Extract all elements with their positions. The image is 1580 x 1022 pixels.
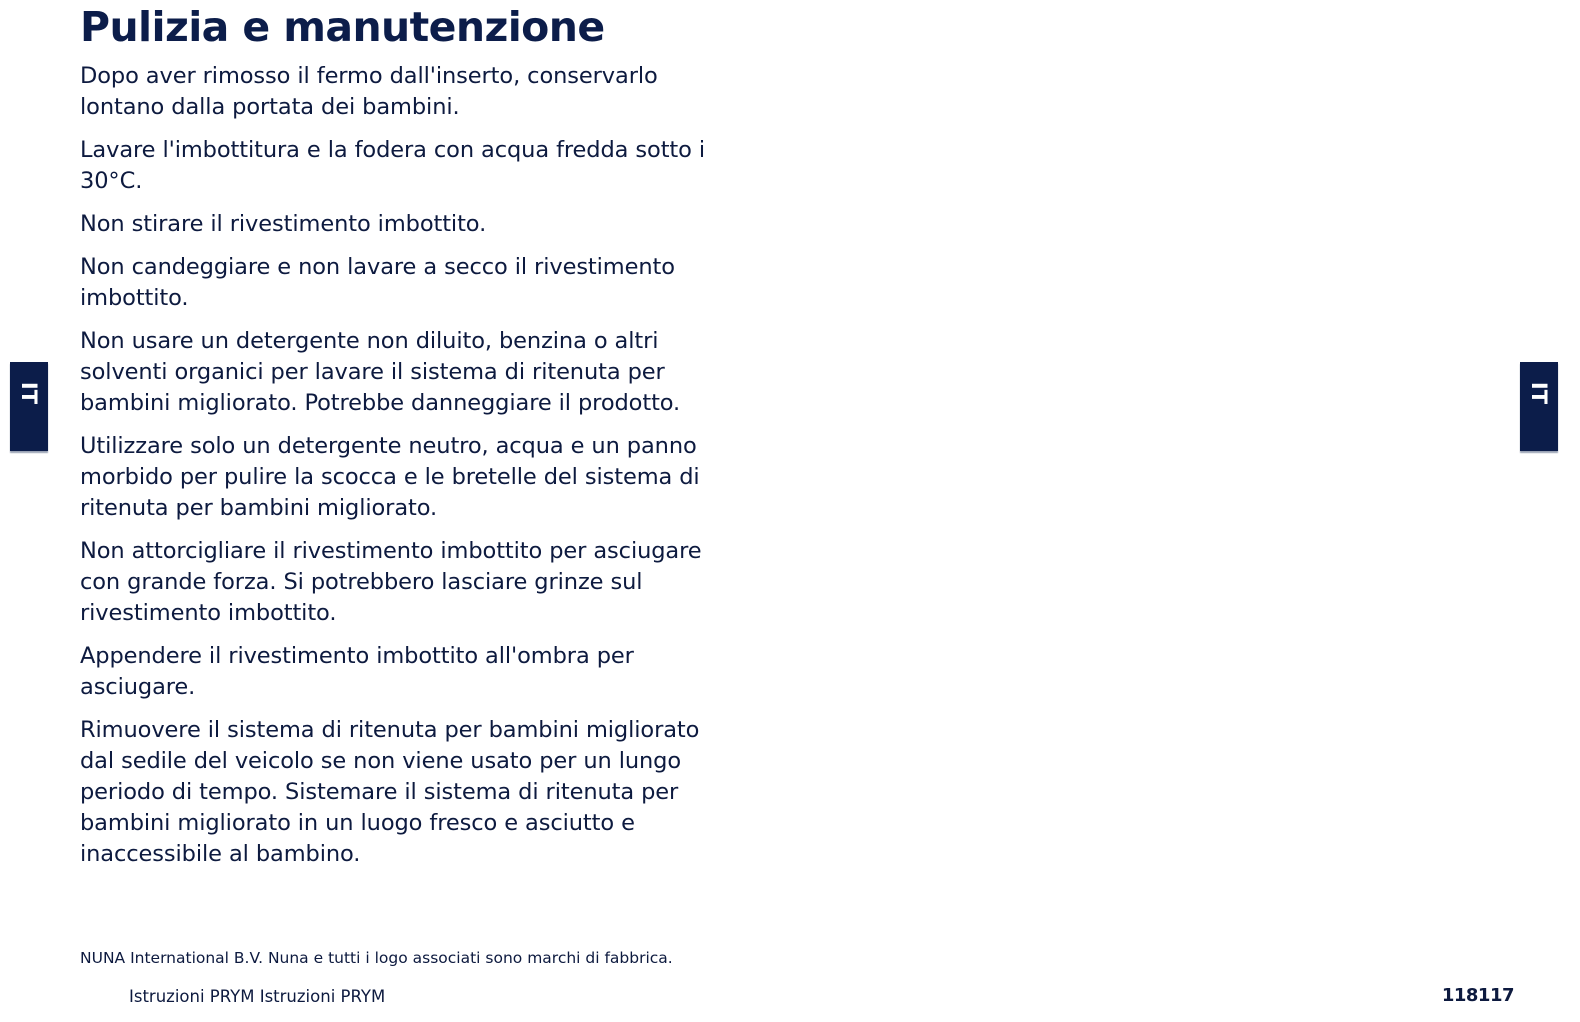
language-tab-label: IT bbox=[1527, 381, 1551, 405]
language-tab-left bbox=[10, 362, 48, 451]
body-text bbox=[80, 61, 730, 882]
paragraph: Non usare un detergente non diluito, benzina o altri solventi organici per lavare il sistema di ritenuta per bambini migliorato. Potrebbe danneggiare il prodotto. bbox=[80, 328, 681, 416]
trademark-note: NUNA International B.V. Nuna e tutti i logo associati sono marchi di fabbrica. bbox=[80, 949, 673, 967]
page-title: Pulizia e manutenzione bbox=[80, 3, 605, 51]
paragraph: Lavare l'imbottitura e la fodera con acqua fredda sotto i 30°C. bbox=[80, 137, 706, 194]
paragraph: Dopo aver rimosso il fermo dall'inserto, conservarlo lontano dalla portata dei bambini. bbox=[80, 63, 658, 120]
footer-left-text: Istruzioni PRYM Istruzioni PRYM bbox=[129, 987, 386, 1006]
paragraph: Appendere il rivestimento imbottito all'ombra per asciugare. bbox=[80, 643, 634, 700]
paragraph: Non candeggiare e non lavare a secco il rivestimento imbottito. bbox=[80, 254, 675, 311]
page-code: 118117 bbox=[1441, 985, 1514, 1006]
language-tab-label: IT bbox=[17, 381, 41, 405]
language-tab-right bbox=[1520, 362, 1558, 451]
paragraph: Non attorcigliare il rivestimento imbottito per asciugare con grande forza. Si potrebbero lasciare grinze sul rivestimento imbottito. bbox=[80, 538, 702, 626]
paragraph: Utilizzare solo un detergente neutro, acqua e un panno morbido per pulire la scocca e le bretelle del sistema di ritenuta per bambini migliorato. bbox=[80, 433, 700, 521]
paragraph: Rimuovere il sistema di ritenuta per bambini migliorato dal sedile del veicolo se non viene usato per un lungo periodo di tempo. Sistemare il sistema di ritenuta per bambini migliorato in un luogo fresco e asciutto e inaccessibile al bambino. bbox=[80, 717, 700, 867]
paragraph: Non stirare il rivestimento imbottito. bbox=[80, 211, 487, 237]
